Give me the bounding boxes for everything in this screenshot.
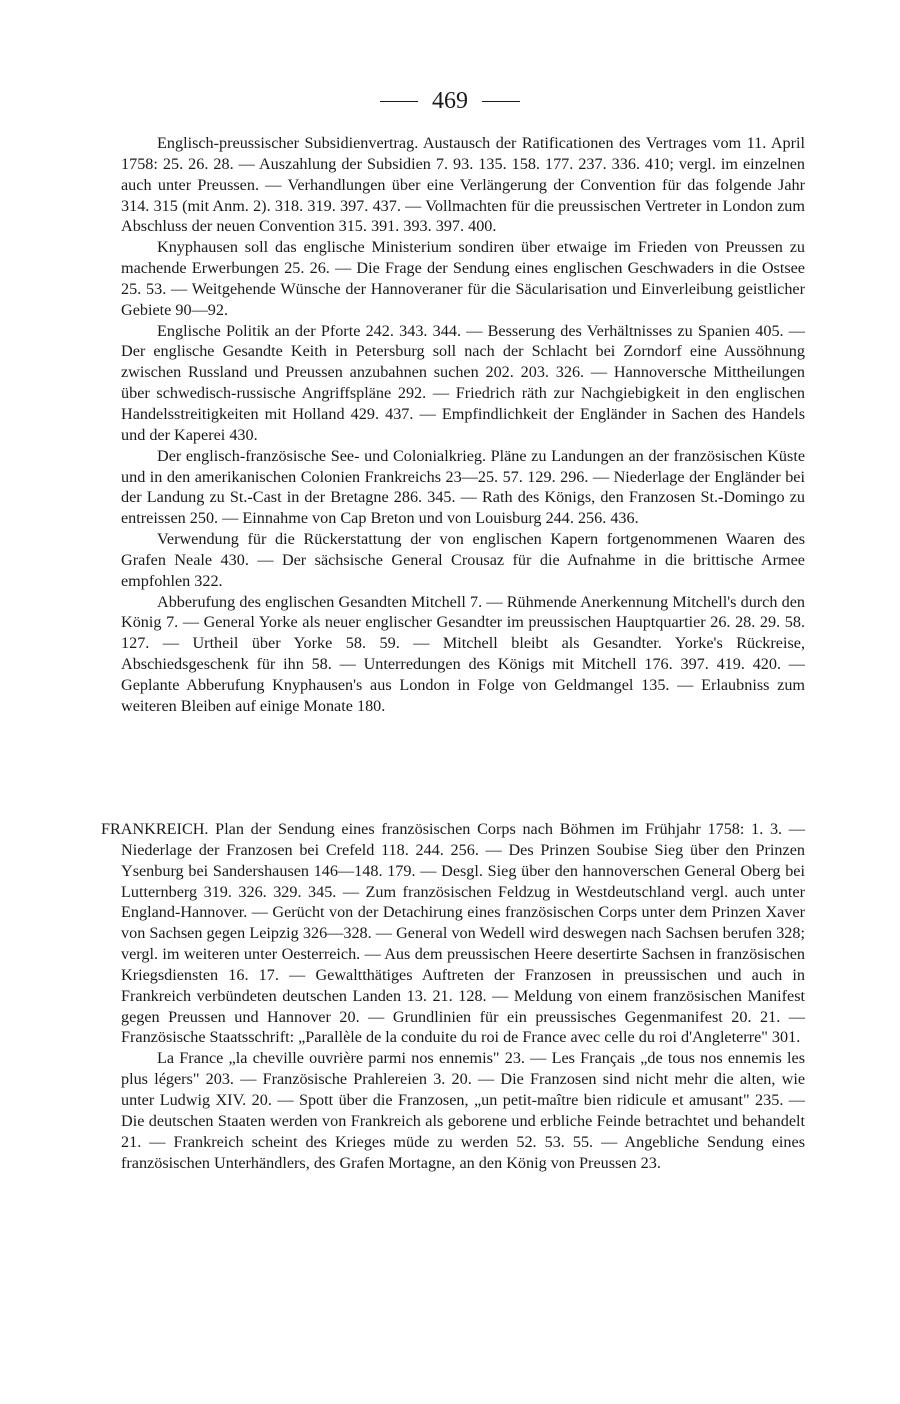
england-section-body	[121, 133, 805, 717]
paragraph-mitchell: Abberufung des englischen Gesandten Mitchell 7. — Rühmende Anerkennung Mitchell's durch den König 7. — General Yorke als neuer englischer Gesandter im preussischen Hauptquartier 26. 28. 29. 58. 127. — Urtheil über Yorke 58. 59. — Mitchell bleibt als Gesandter. Yorke's Rückreise, Abschiedsgeschenk für ihn 58. — Unterredungen des Königs mit Mitchell 176. 397. 419. 420. — Geplante Abberufung Knyphausen's aus London in Folge von Geldmangel 135. — Erlaubniss zum weiteren Bleiben auf einige Monate 180.	[121, 592, 805, 715]
header-rule-right	[482, 101, 520, 102]
frankreich-paragraph-2: La France „la cheville ouvrière parmi nos ennemis" 23. — Les Français „de tous nos ennemis les plus légers" 203. — Französische Prahlereien 3. 20. — Die Franzosen sind nicht mehr die alten, wie unter Ludwig XIV. 20. — Spott über die Franzosen, „un petit-maître bien ridicule et amusant" 235. — Die deutschen Staaten werden von Frankreich als geborene und erbliche Feinde betrachtet und behandelt 21. — Frankreich scheint des Krieges müde zu werden 52. 53. 55. — Angebliche Sendung eines französischen Unterhändlers, des Grafen Mortagne, an den König von Preussen 23.	[121, 1049, 805, 1172]
paragraph-english-policy: Englische Politik an der Pforte 242. 343. 344. — Besserung des Verhältnisses zu Spanien 405. — Der englische Gesandte Keith in Petersburg soll nach der Schlacht bei Zorndorf eine Aussöhnung zwischen Russland und Preussen anzubahnen suchen 202. 203. 326. — Hannoversche Mittheilungen über schwedisch-russische Angriffspläne 292. — Friedrich räth zur Nachgiebigkeit in den englischen Handelsstreitigkeiten mit Holland 429. 437. — Empfindlichkeit der Engländer in Sachen des Handels und der Kaperei 430.	[121, 321, 805, 444]
paragraph-colonial-war: Der englisch-französische See- und Colonialkrieg. Pläne zu Landungen an der französischen Küste und in den amerikanischen Colonien Frankreichs 23—25. 57. 129. 296. — Niederlage der Engländer bei der Landung zu St.-Cast in der Bretagne 286. 345. — Rath des Königs, den Franzosen St.-Domingo zu entreissen 250. — Einnahme von Cap Breton und von Louisburg 244. 256. 436.	[121, 446, 805, 528]
frankreich-paragraph-1: FRANKREICH. Plan der Sendung eines französischen Corps nach Böhmen im Frühjahr 1758: 1. 3. — Niederlage der Franzosen bei Crefeld 118. 244. 256. — Des Prinzen Soubise Sieg über den Prinzen Ysenburg bei Sandershausen 146—148. 179. — Desgl. Sieg über den hannoverschen General Oberg bei Lutternberg 319. 326. 329. 345. — Zum französischen Feldzug in Westdeutschland vergl. auch unter England-Hannover. — Gerücht von der Detachirung eines französischen Corps unter dem Prinzen Xaver von Sachsen gegen Leipzig 326—328. — General von Wedell wird deswegen nach Sachsen berufen 328; vergl. im weiteren unter Oesterreich. — Aus dem preussischen Heere desertirte Sachsen in französischen Kriegsdiensten 16. 17. — Gewaltthätiges Auftreten der Franzosen in preussischen und auch in Frankreich verbündeten deutschen Landen 13. 21. 128. — Meldung von einem französischen Manifest gegen Preussen und Hannover 20. — Grundlinien für ein preussisches Gegenmanifest 20. 21. — Französische Staatsschrift: „Parallèle de la conduite du roi de France avec celle du roi d'Angleterre" 301.	[101, 820, 805, 1047]
paragraph-neale-crousaz: Verwendung für die Rückerstattung der von englischen Kapern fortgenommenen Waaren des Grafen Neale 430. — Der sächsische General Crousaz für die Aufnahme in die brittische Armee empfohlen 322.	[121, 530, 805, 590]
page-header	[0, 88, 900, 115]
frankreich-entry	[101, 819, 805, 1173]
page-number: 469	[432, 88, 468, 114]
paragraph-knyphausen: Knyphausen soll das englische Ministerium sondiren über etwaige im Frieden von Preussen zu machende Erwerbungen 25. 26. — Die Frage der Sendung eines englischen Geschwaders in die Ostsee 25. 53. — Weitgehende Wünsche der Hannoveraner für die Säcularisation und Einverleibung geistlicher Gebiete 90—92.	[121, 238, 805, 319]
paragraph-subsidy-treaty: Englisch-preussischer Subsidienvertrag. Austausch der Ratificationen des Vertrages vom 11. April 1758: 25. 26. 28. — Auszahlung der Subsidien 7. 93. 135. 158. 177. 237. 336. 410; vergl. im einzelnen auch unter Preussen. — Verhandlungen über eine Verlängerung der Convention für das folgende Jahr 314. 315 (mit Anm. 2). 318. 319. 397. 437. — Vollmachten für die preussischen Vertreter in London zum Abschluss der neuen Convention 315. 391. 393. 397. 400.	[121, 134, 805, 236]
header-rule-left	[380, 101, 418, 102]
